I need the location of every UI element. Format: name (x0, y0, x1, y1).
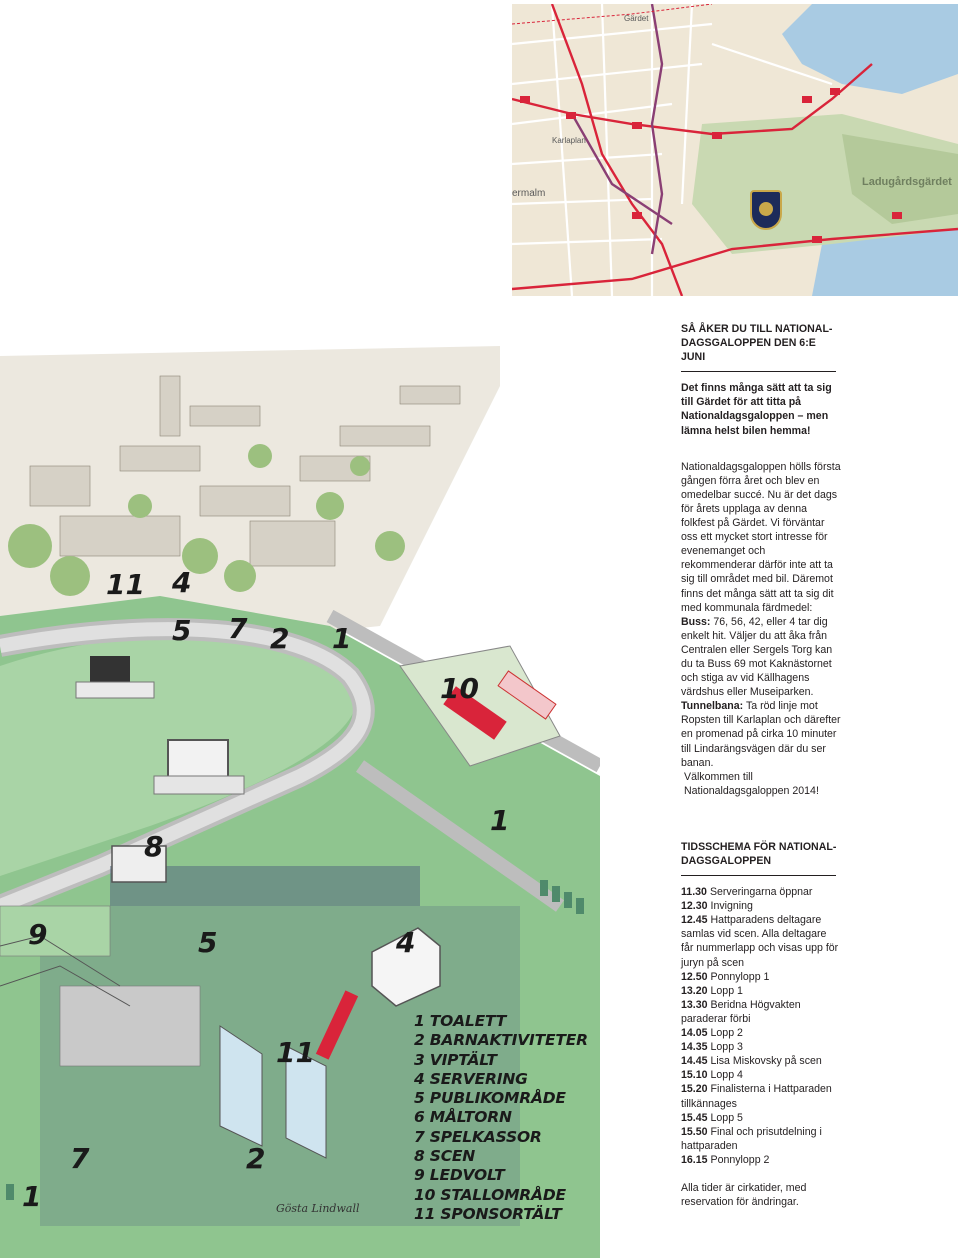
event-logo-icon (750, 190, 782, 230)
schedule-item: 14.45 Lisa Miskovsky på scen (681, 1055, 822, 1068)
bus-stop-icon (632, 122, 642, 129)
illustration-number: 2 (270, 622, 290, 655)
bus-stop-icon (520, 96, 530, 103)
legend-item: 3 VIPTÄLT (414, 1050, 497, 1069)
schedule-item: 14.05 Lopp 2 (681, 1027, 743, 1040)
schedule-heading-line1: TIDSSCHEMA FÖR NATIONAL- (681, 840, 837, 853)
article-lead: Det finns många sätt att ta sig till Gärdet för att titta på Nationaldagsgaloppen – men lämna helst bilen hemma! (681, 382, 832, 437)
legend-item: 9 LEDVOLT (414, 1166, 505, 1185)
artist-signature: Gösta Lindwall (276, 1202, 360, 1215)
divider (681, 371, 836, 372)
bus-text: 76, 56, 42, eller 4 tar dig enkelt hit. Väljer du att åka från Centralen eller Sergels Torg kan du ta Buss 69 mot Kaknästornet och stiga av vid Källhagens värdshus eller Museiparken. (681, 615, 833, 699)
schedule-item: 15.50 Final och prisutdelning i hattparaden (681, 1125, 822, 1152)
venue-legend (414, 1012, 588, 1224)
divider (681, 875, 836, 876)
schedule-item: 16.15 Ponnylopp 2 (681, 1153, 770, 1166)
article-column (681, 322, 841, 1209)
metro-paragraph (681, 699, 841, 769)
map-label-gardet: Gärdet (624, 14, 649, 23)
map-label-ostermalm: ermalm (512, 188, 546, 199)
schedule-item: 12.45 Hattparadens deltagare samlas vid scen. Alla deltagare får nummerlapp och visas upp för juryn på scen (681, 914, 839, 969)
schedule-item: 12.50 Ponnylopp 1 (681, 970, 770, 983)
illustration-number: 4 (396, 926, 416, 959)
schedule-item: 15.20 Finalisterna i Hattparaden tillkännages (681, 1083, 832, 1110)
illustration-number: 4 (172, 566, 192, 599)
legend-item: 2 BARNAKTIVITETER (414, 1031, 588, 1050)
bus-stop-icon (632, 212, 642, 219)
illustration-number: 11 (276, 1036, 315, 1069)
illustration-number: 10 (440, 672, 479, 705)
metro-label: Tunnelbana: (681, 700, 744, 713)
map-graphic (512, 4, 958, 296)
article-heading-line1: SÅ ÅKER DU TILL NATIONAL- (681, 323, 833, 335)
legend-item: 5 PUBLIKOMRÅDE (414, 1089, 566, 1108)
schedule-item: 13.20 Lopp 1 (681, 984, 743, 997)
illustration-number: 9 (28, 918, 48, 951)
schedule-item: 11.30 Serveringarna öppnar (681, 886, 813, 899)
venue-illustration (0, 346, 600, 1258)
illustration-number: 1 (22, 1180, 42, 1213)
illustration-number: 11 (106, 568, 145, 601)
schedule-heading (681, 840, 841, 868)
article-heading (681, 322, 841, 364)
legend-item: 8 SCEN (414, 1147, 476, 1166)
schedule-heading-line2: DAGSGALOPPEN (681, 855, 772, 867)
schedule-item: 13.30 Beridna Högvakten paraderar förbi (681, 998, 801, 1025)
schedule-item: 15.10 Lopp 4 (681, 1069, 743, 1082)
legend-item: 4 SERVERING (414, 1069, 528, 1088)
map-label-ladugardsgardet: Ladugårdsgärdet (862, 176, 952, 188)
illustration-number: 8 (144, 830, 164, 863)
illustration-number: 7 (228, 612, 248, 645)
schedule-note: Alla tider är cirkatider, med reservation för ändringar. (681, 1181, 807, 1209)
article-heading-line2: DAGSGALOPPEN DEN 6:E JUNI (681, 337, 816, 364)
bus-paragraph (681, 615, 841, 700)
bus-stop-icon (712, 132, 722, 139)
legend-item: 6 MÅLTORN (414, 1108, 512, 1127)
bus-stop-icon (892, 212, 902, 219)
illustration-number: 1 (490, 804, 510, 837)
illustration-number: 5 (172, 614, 192, 647)
bus-label: Buss: (681, 615, 711, 628)
metro-text: Ta röd linje mot Ropsten till Karlaplan och därefter en promenad på cirka 10 minuter till Lindarängsvägen där du ser banan. (681, 700, 841, 769)
legend-item: 10 STALLOMRÅDE (414, 1185, 566, 1204)
map-label-karlaplan: Karlaplan (552, 136, 586, 145)
schedule-list (681, 885, 841, 1167)
schedule-item: 12.30 Invigning (681, 900, 753, 913)
bus-stop-icon (830, 88, 840, 95)
transit-map (512, 4, 958, 296)
article-paragraph: Nationaldagsgaloppen hölls första gången förra året och blev en omedelbar succé. Nu är det dags för årets upplaga av denna folkfest på Gärdet. Vi förväntar oss ett mycket stort intresse för evenemanget och rekommenderar därför inte att ta sig till området med bil. Däremot finns det många sätt att ta sig dit med kommunala färdmedel: (681, 460, 841, 614)
legend-item: 7 SPELKASSOR (414, 1127, 542, 1146)
illustration-number: 1 (332, 622, 352, 655)
illustration-number: 7 (70, 1142, 90, 1175)
bus-stop-icon (812, 236, 822, 243)
legend-item: 1 TOALETT (414, 1012, 507, 1030)
article-closing: Välkommen till Nationaldagsgaloppen 2014! (684, 770, 819, 797)
bus-stop-icon (566, 112, 576, 119)
illustration-number: 2 (246, 1142, 266, 1175)
schedule-item: 15.45 Lopp 5 (681, 1111, 743, 1124)
schedule-item: 14.35 Lopp 3 (681, 1041, 743, 1054)
bus-stop-icon (802, 96, 812, 103)
illustration-number: 5 (198, 926, 218, 959)
legend-item: 11 SPONSORTÄLT (414, 1204, 562, 1223)
